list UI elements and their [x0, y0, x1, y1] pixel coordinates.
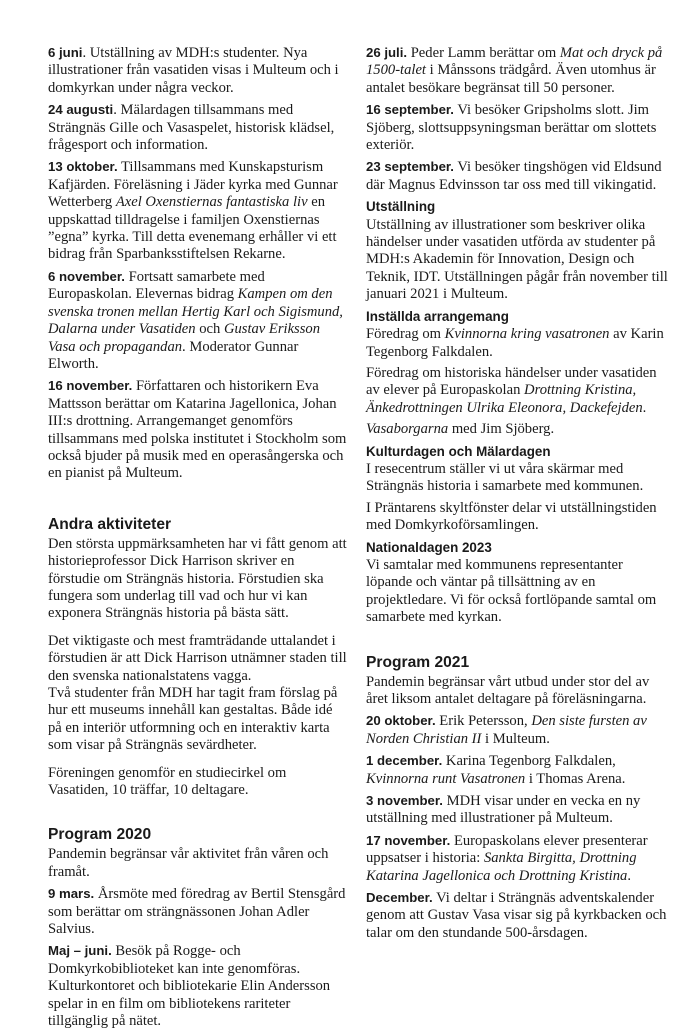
event-date: 6 november. — [48, 268, 125, 284]
event-title: Vasaborgarna — [366, 421, 449, 438]
event-date: 1 december. — [366, 753, 443, 769]
kulturdagen-heading: Kulturdagen och Mälardagen — [366, 443, 551, 459]
left-column — [48, 44, 348, 1035]
event-date: 20 oktober. — [366, 713, 436, 729]
text: med Jim Sjöberg. — [448, 421, 555, 438]
event-text: en uppskattad tilldragelse i familjen Oxenstiernas ”egna” kyrka. Till detta evenemang erhåller vi ett bidrag från Sparbanksstiftelsen Rekarne. — [48, 194, 337, 263]
event-date: 6 juni — [48, 45, 83, 60]
event-text: Besök på Rogge- och Domkyrkobiblioteket kan inte genomföras. Kulturkontoret och bibliotekarie Elin Andersson spelar in en film om bibliotekens rariteter tillgänglig på nätet. — [48, 943, 331, 1030]
event-text: och — [195, 321, 224, 338]
andra-paragraph: Den största uppmärksamheten har vi fått genom att historieprofessor Dick Harrison skriver en förstudie om Strängnäs historia. Förstudien ska fungera som underlag till vad och hur vi kan exponera Strängnäs historia på bästa sätt. — [48, 535, 347, 622]
installda-heading: Inställda arrangemang — [366, 308, 509, 324]
event-text: Europaskolans elever presenterar uppsatser i historia: — [366, 832, 648, 867]
event-maj-juni — [48, 942, 348, 1030]
utstallning-text: Utställning av illustrationer som beskriver olika händelser under vasatiden utförda av studenter på MDH:s Akademin för Innovation, Design och Teknik, IDT. Utställningen pågår från november till januari 2021 i Multeum. — [366, 216, 668, 303]
event-text: Peder Lamm berättar om — [407, 45, 560, 61]
andra-paragraph: Det viktigaste och mest framträdande uttalandet i förstudien är att Dick Harrison utnämner staden till den svenska nationalstatens vagga. — [48, 632, 347, 684]
event-17-november — [366, 832, 668, 885]
event-text: i Thomas Arena. — [525, 770, 626, 787]
text: Föredrag om — [366, 326, 445, 343]
event-title: Kvinnorna runt Vasatronen — [366, 770, 526, 787]
event-date: 16 september. — [366, 102, 454, 118]
right-column — [366, 44, 668, 946]
event-date: 16 november. — [48, 378, 133, 394]
event-date: 3 november. — [366, 793, 443, 809]
event-date: December. — [366, 890, 433, 906]
andra-paragraph: Två studenter från MDH har tagit fram förslag på hur ett museums innehåll kan gestaltas. Både idé på en interiör utformning och en interaktiv karta som visar på Strängnäs sevärdheter. — [48, 685, 338, 754]
event-text: . Moderator Gunnar Elworth. — [48, 338, 299, 372]
event-date: 13 oktober. — [48, 159, 118, 175]
event-title: Den siste fursten av Norden Christian II — [366, 713, 647, 747]
kulturdagen-text: I resecentrum ställer vi ut våra skärmar med Strängnäs historia i samarbete med kommunen. — [366, 460, 644, 495]
event-title: Gustav Eriksson Vasa och propagandan — [48, 321, 321, 355]
event-20-oktober — [366, 712, 668, 748]
event-text: Vi besöker Gripsholms slott. Jim Sjöberg, slottsuppsyningsman berättar om slottets exteriör. — [366, 102, 657, 154]
event-1-december — [366, 752, 668, 788]
event-title: Axel Oxenstiernas fantastiska liv — [115, 194, 308, 211]
nationaldagen-text: Vi samtalar med kommunens representanter löpande och väntar på tillsättning av en projektledare. Vi för också fortlöpande samtal om samarbete med kyrkan. — [366, 556, 657, 626]
event-text: Vi besöker tingshögen vid Eldsund där Magnus Edvinsson tar oss med till vikingatid. — [366, 159, 662, 193]
event-date: 26 juli. — [366, 45, 408, 60]
event-title: Mat och dryck på 1500-talet — [366, 45, 663, 79]
event-13-oktober — [48, 158, 348, 263]
event-6-november — [48, 268, 348, 373]
event-23-september — [366, 158, 668, 194]
event-text: Karina Tegenborg Falkdalen, — [442, 753, 616, 770]
event-date: 17 november. — [366, 832, 451, 848]
event-date: 9 mars. — [48, 886, 95, 902]
andra-aktiviteter-heading: Andra aktiviteter — [48, 515, 172, 533]
event-text: Vi deltar i Strängnäs adventskalender genom att Gustav Vasa visar sig på kyrkbacken och talar om den stundande 500-årsdagen. — [366, 890, 667, 941]
text: . — [642, 399, 647, 416]
event-text: Årsmöte med föredrag av Bertil Stensgård som berättar om strängnässonen Johan Adler Salvius. — [48, 886, 346, 938]
program-2021-heading: Program 2021 — [366, 653, 470, 671]
andra-paragraph: Föreningen genomför en studiecirkel om Vasatiden, 10 träffar, 10 deltagare. — [48, 764, 287, 799]
event-text: . — [627, 867, 631, 884]
text: av Karin Tegenborg Falkdalen. — [366, 326, 664, 360]
event-date: 24 augusti — [48, 102, 114, 118]
event-title: Sankta Birgitta, Drottning Katarina Jagellonica och Drottning Kristina — [366, 850, 637, 884]
event-6-juni — [48, 44, 348, 97]
nationaldagen-heading: Nationaldagen 2023 — [366, 539, 492, 555]
event-16-november — [48, 377, 348, 482]
event-text: i Månssons trädgård. Även utomhus är antalet besökare begränsat till 50 personer. — [366, 62, 656, 96]
event-date: Maj – juni. — [48, 943, 112, 959]
event-text: Tillsammans med Kunskapsturism Kafjärden. Föreläsning i Jäder kyrka med Gunnar Wetterberg — [48, 159, 338, 211]
event-text: . Mälardagen tillsammans med Strängnäs Gille och Vasaspelet, historisk klädsel, frågesport och information. — [48, 102, 335, 154]
installda-item — [366, 421, 668, 438]
event-title: Drottning Kristina, Änkedrottningen Ulrika Eleonora, Dackefejden — [366, 382, 643, 416]
program-2020-heading: Program 2020 — [48, 826, 152, 844]
event-text: MDH visar under en vecka en ny utställning med illustrationer på Multeum. — [366, 793, 641, 827]
event-text: Fortsatt samarbete med Europaskolan. Elevernas bidrag — [48, 268, 265, 303]
installda-item — [366, 365, 668, 417]
event-text: Författaren och historikern Eva Mattsson berättar om Katarina Jagellonica, Johan III:s drottning. Arrangemanget genomförs tillsammans med polska institutet i Stockholm som också bjuder på musik med en operasångerska och en pianist på Multeum. — [48, 378, 347, 482]
installda-item — [366, 326, 668, 361]
event-text: . Utställning av MDH:s studenter. Nya illustrationer från vasatiden visas i Multeum och i domkyrkan under några veckor. — [48, 45, 339, 96]
utstallning-heading: Utställning — [366, 199, 436, 215]
event-title: Kvinnorna kring vasatronen — [444, 326, 610, 343]
event-26-juli — [366, 44, 668, 97]
event-date: 23 september. — [366, 159, 454, 175]
event-title: Kampen om den svenska tronen mellan Hertig Karl och Sigismund, Dalarna under Vasatiden — [48, 286, 343, 338]
kulturdagen-text: I Präntarens skyltfönster delar vi utställningstiden med Domkyrkoförsamlingen. — [366, 499, 657, 534]
event-december — [366, 889, 668, 942]
event-24-augusti — [48, 101, 348, 154]
program-2021-intro: Pandemin begränsar vårt utbud under stor del av året liksom antalet deltagare på föreläsningarna. — [366, 673, 650, 707]
event-16-september — [366, 101, 668, 154]
event-3-november — [366, 792, 668, 828]
event-9-mars — [48, 885, 348, 938]
event-text: i Multeum. — [481, 730, 550, 747]
text: Föredrag om historiska händelser under vasatiden av elever på Europaskolan — [366, 364, 657, 399]
event-text: Erik Petersson, — [435, 713, 532, 730]
program-2020-intro: Pandemin begränsar vår aktivitet från våren och framåt. — [48, 846, 329, 880]
